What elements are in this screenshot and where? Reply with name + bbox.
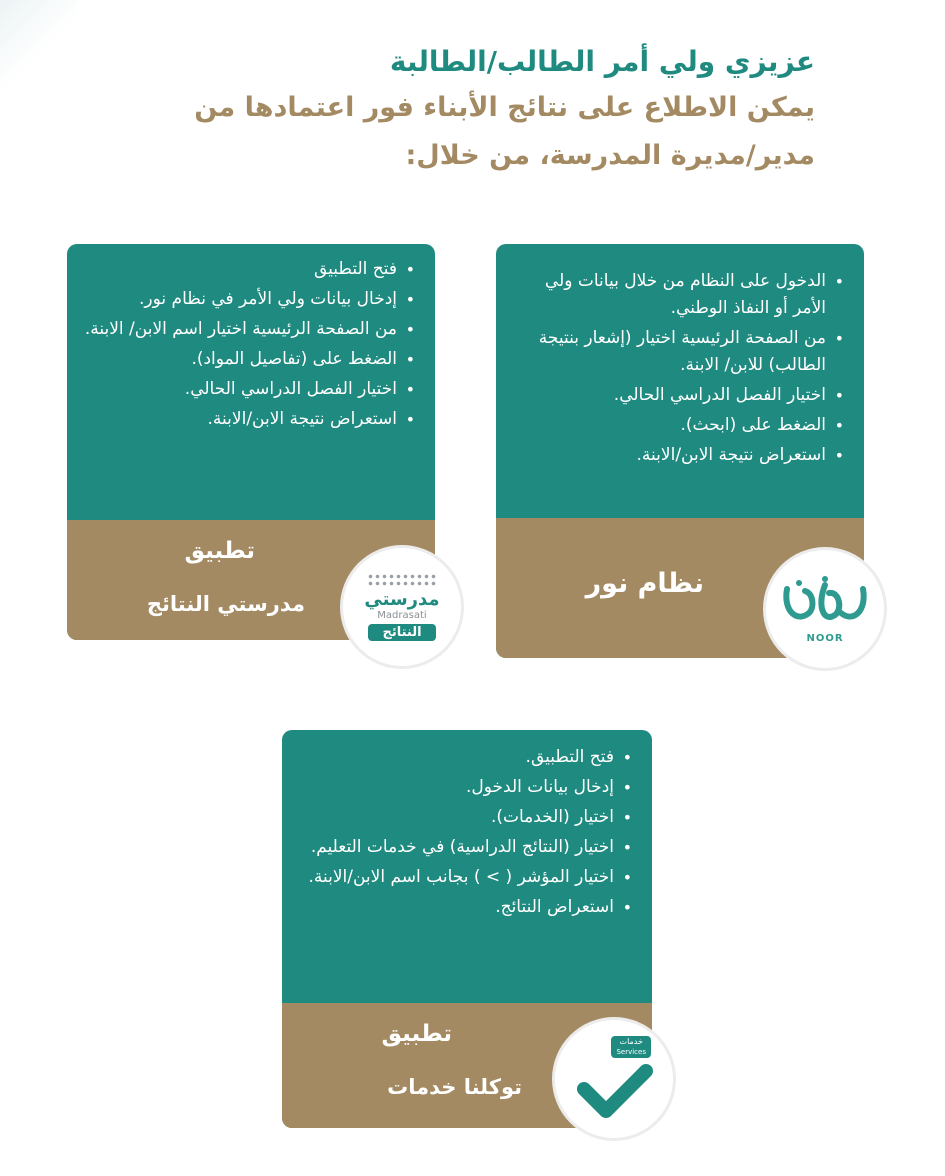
list-item: • إدخال بيانات الدخول. <box>298 774 634 801</box>
services-badge <box>611 1036 651 1058</box>
noor-logo <box>766 550 884 668</box>
madrasati-steps <box>67 244 435 433</box>
madrasati-logo-en: Madrasati <box>377 610 427 621</box>
madrasati-logo-badge: النتائج <box>368 624 435 641</box>
list-item: • اختيار (النتائج الدراسية) في خدمات التعليم. <box>298 834 634 861</box>
list-item: • فتح التطبيق. <box>298 744 634 771</box>
noor-footer-title: نظام نور <box>585 568 704 599</box>
madrasati-logo-ar: مدرستي <box>364 589 440 610</box>
list-item: • استعراض نتيجة الابن/الابنة. <box>83 406 417 433</box>
list-item: • استعراض نتيجة الابن/الابنة. <box>512 442 846 469</box>
services-badge-en: Services <box>616 1048 646 1056</box>
intro-line-1: يمكن الاطلاع على نتائج الأبناء فور اعتمادها من <box>194 92 815 123</box>
noor-steps <box>496 244 864 469</box>
list-item: • من الصفحة الرئيسية اختيار اسم الابن/ الابنة. <box>83 316 417 343</box>
noor-logo-text: NOOR <box>806 632 844 644</box>
noor-logo-icon <box>779 575 871 633</box>
madrasati-footer-line2: مدرستي النتائج <box>146 592 305 616</box>
list-item: • اختيار المؤشر ( > ) بجانب اسم الابن/الابنة. <box>298 864 634 891</box>
checkmark-icon <box>574 1061 654 1121</box>
page-title: عزيزي ولي أمر الطالب/الطالبة <box>389 45 815 78</box>
dots-icon <box>367 573 437 587</box>
list-item: • من الصفحة الرئيسية اختيار (إشعار بنتيجة الطالب) للابن/ الابنة. <box>512 325 846 379</box>
intro-line-2: مدير/مديرة المدرسة، من خلال: <box>405 140 815 171</box>
list-item: • الدخول على النظام من خلال بيانات ولي الأمر أو النفاذ الوطني. <box>512 268 846 322</box>
list-item: • فتح التطبيق <box>83 256 417 283</box>
list-item: • الضغط على (ابحث). <box>512 412 846 439</box>
list-item: • اختيار (الخدمات). <box>298 804 634 831</box>
tawakkalna-steps <box>282 730 652 921</box>
list-item: • الضغط على (تفاصيل المواد). <box>83 346 417 373</box>
corner-decoration <box>0 0 80 100</box>
madrasati-logo <box>343 548 461 666</box>
tawakkalna-footer-line2: توكلنا خدمات <box>387 1075 522 1099</box>
services-badge-ar: خدمات <box>619 1037 643 1046</box>
list-item: • اختيار الفصل الدراسي الحالي. <box>512 382 846 409</box>
madrasati-footer-line1: تطبيق <box>184 538 255 564</box>
list-item: • اختيار الفصل الدراسي الحالي. <box>83 376 417 403</box>
list-item: • استعراض النتائج. <box>298 894 634 921</box>
header <box>115 40 815 180</box>
tawakkalna-logo <box>555 1020 673 1138</box>
list-item: • إدخال بيانات ولي الأمر في نظام نور. <box>83 286 417 313</box>
tawakkalna-footer-line1: تطبيق <box>381 1021 452 1047</box>
